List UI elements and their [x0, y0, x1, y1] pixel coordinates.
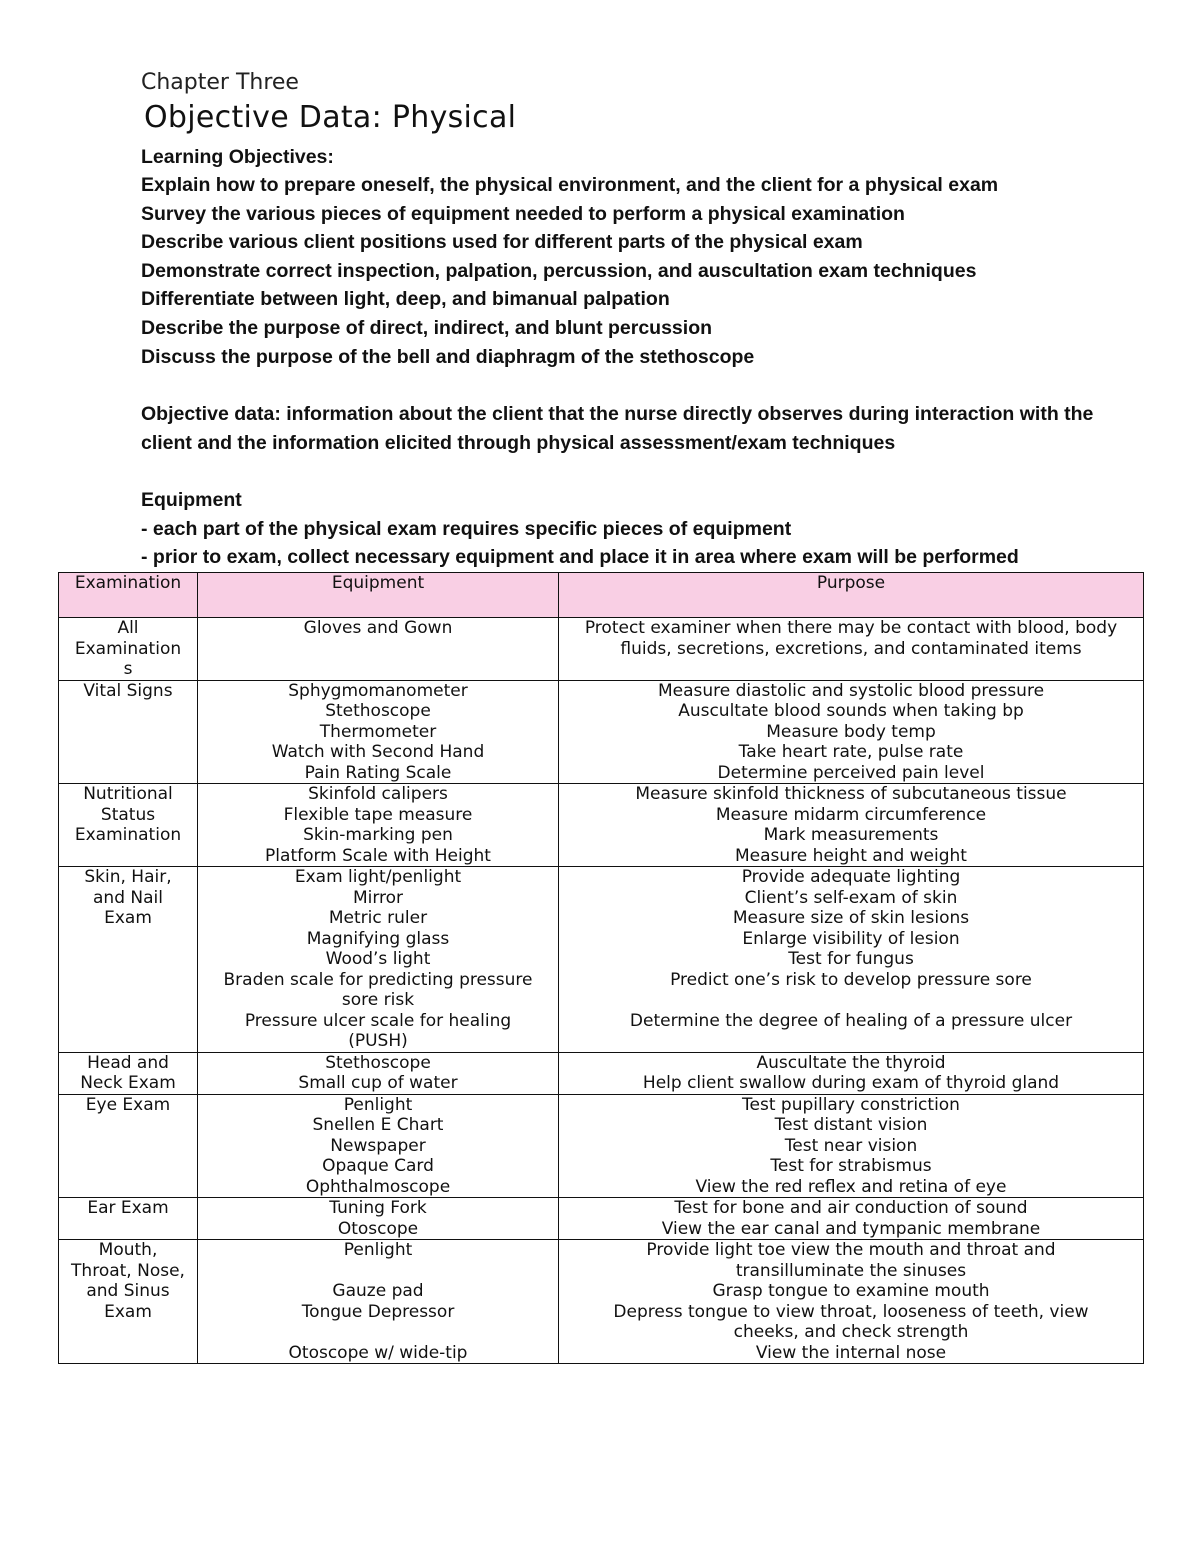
cell-line: Determine perceived pain level: [717, 762, 985, 783]
exam-cell: [59, 1198, 198, 1240]
cell-line: Skin-marking pen: [303, 825, 453, 845]
table-row: [59, 618, 1144, 681]
objective-item: Describe various client positions used for different parts of the physical exam: [141, 231, 863, 254]
exam-cell: [59, 680, 198, 784]
exam-cell: [59, 784, 198, 867]
cell-line: Mark measurements: [763, 825, 939, 845]
purpose-cell: [559, 1094, 1144, 1198]
learning-objectives-heading: Learning Objectives:: [141, 146, 334, 168]
equipment-cell: [198, 1094, 559, 1198]
cell-line: View the red reflex and retina of eye: [695, 1176, 1007, 1197]
cell-line: Metric ruler: [328, 908, 428, 928]
cell-line: Vital Signs: [83, 680, 173, 701]
cell-line: and Nail: [93, 887, 163, 908]
exam-cell: [59, 1094, 198, 1198]
cell-line: Exam: [104, 1301, 152, 1322]
purpose-cell: [559, 867, 1144, 1053]
cell-line: Opaque Card: [322, 1156, 434, 1176]
cell-line: Throat, Nose,: [71, 1260, 185, 1281]
cell-line: Head and: [87, 1052, 169, 1073]
cell-line: Snellen E Chart: [312, 1115, 444, 1135]
cell-line: Predict one’s risk to develop pressure sore: [670, 969, 1032, 990]
cell-line: Neck Exam: [80, 1073, 176, 1093]
cell-line: Status: [100, 804, 156, 825]
header-equipment: Equipment: [198, 573, 559, 618]
cell-line: View the ear canal and tympanic membrane: [661, 1218, 1041, 1239]
cell-line: [563, 990, 1139, 1011]
cell-line: Measure body temp: [766, 721, 936, 742]
header-examination: Examination: [59, 573, 198, 618]
cell-line: Provide adequate lighting: [741, 867, 961, 887]
cell-line: View the internal nose: [755, 1342, 947, 1363]
cell-line: Test pupillary constriction: [742, 1094, 960, 1115]
cell-line: Thermometer: [319, 721, 437, 742]
table-row: [59, 1094, 1144, 1198]
cell-line: Examination: [74, 638, 182, 659]
purpose-cell: [559, 1198, 1144, 1240]
cell-line: Provide light toe view the mouth and throat and: [646, 1240, 1056, 1260]
cell-line: and Sinus: [86, 1281, 170, 1301]
purpose-cell: [559, 618, 1144, 681]
exam-cell: [59, 867, 198, 1053]
equipment-section: [141, 486, 1019, 572]
cell-line: Newspaper: [330, 1135, 426, 1156]
equipment-table: [58, 572, 1144, 1364]
cell-line: Ear Exam: [87, 1198, 169, 1218]
cell-line: Test for fungus: [788, 949, 914, 969]
cell-line: Small cup of water: [298, 1073, 458, 1093]
cell-line: Nutritional: [83, 784, 173, 804]
table-row: [59, 867, 1144, 1053]
cell-line: Measure size of skin lesions: [732, 908, 970, 928]
purpose-cell: [559, 1052, 1144, 1094]
cell-line: Mouth,: [98, 1240, 158, 1260]
cell-line: Platform Scale with Height: [265, 845, 491, 866]
equipment-cell: [198, 1240, 559, 1364]
cell-line: Mirror: [352, 887, 404, 908]
cell-line: Measure skinfold thickness of subcutaneous tissue: [635, 784, 1067, 804]
purpose-cell: [559, 680, 1144, 784]
page-title: Objective Data: Physical: [144, 100, 517, 135]
cell-line: Skinfold calipers: [308, 784, 448, 804]
cell-line: Take heart rate, pulse rate: [738, 742, 964, 762]
cell-line: Penlight: [343, 1240, 413, 1260]
table-body: [59, 618, 1144, 1364]
table-row: [59, 1052, 1144, 1094]
objective-item: Differentiate between light, deep, and bimanual palpation: [141, 288, 670, 311]
table-row: [59, 680, 1144, 784]
cell-line: Flexible tape measure: [283, 804, 473, 825]
cell-line: transilluminate the sinuses: [735, 1260, 967, 1281]
cell-line: Examination: [74, 825, 182, 845]
cell-line: Enlarge visibility of lesion: [742, 928, 960, 949]
cell-line: Measure midarm circumference: [715, 804, 987, 825]
cell-line: All: [117, 618, 139, 638]
cell-line: Braden scale for predicting pressure: [223, 969, 533, 990]
equipment-heading: Equipment: [141, 489, 242, 511]
cell-line: sore risk: [341, 990, 415, 1010]
equipment-cell: [198, 1052, 559, 1094]
objective-item: Describe the purpose of direct, indirect, and blunt percussion: [141, 316, 713, 339]
cell-line: Wood’s light: [325, 949, 431, 969]
cell-line: Pain Rating Scale: [304, 762, 452, 783]
cell-line: (PUSH): [348, 1031, 408, 1051]
cell-line: Magnifying glass: [306, 928, 450, 949]
cell-line: Tuning Fork: [329, 1198, 427, 1218]
equipment-bullet: - prior to exam, collect necessary equipment and place it in area where exam will be performed: [141, 546, 1019, 569]
purpose-cell: [559, 1240, 1144, 1364]
objective-item: Explain how to prepare oneself, the physical environment, and the client for a physical exam: [141, 174, 999, 196]
objective-data-term: Objective data: [141, 403, 275, 425]
cell-line: Determine the degree of healing of a pressure ulcer: [629, 1010, 1073, 1031]
cell-line: fluids, secretions, excretions, and contaminated items: [620, 638, 1082, 659]
cell-line: Watch with Second Hand: [271, 742, 485, 762]
cell-line: Depress tongue to view throat, looseness of teeth, view: [613, 1301, 1089, 1322]
table-row: [59, 1240, 1144, 1364]
cell-line: Help client swallow during exam of thyroid gland: [642, 1073, 1060, 1093]
cell-line: Measure height and weight: [735, 845, 967, 866]
cell-line: Eye Exam: [85, 1094, 171, 1115]
exam-cell: [59, 618, 198, 681]
equipment-cell: [198, 784, 559, 867]
equipment-cell: [198, 867, 559, 1053]
cell-line: cheeks, and check strength: [733, 1322, 969, 1342]
exam-cell: [59, 1240, 198, 1364]
objective-item: Survey the various pieces of equipment needed to perform a physical examination: [141, 202, 905, 225]
objective-data-definition: : information about the client that the nurse directly observes during interaction with the client and the information elicited through physical assessment/exam techniques: [141, 403, 1094, 454]
cell-line: Exam: [104, 908, 152, 928]
learning-objectives-list: [141, 171, 998, 371]
cell-line: s: [123, 659, 133, 679]
cell-line: Ophthalmoscope: [305, 1176, 451, 1197]
cell-line: Measure diastolic and systolic blood pressure: [657, 680, 1045, 701]
cell-line: Otoscope: [337, 1218, 419, 1239]
cell-line: Grasp tongue to examine mouth: [712, 1281, 990, 1301]
cell-line: Tongue Depressor: [301, 1301, 455, 1322]
cell-line: [202, 1322, 554, 1343]
objective-data-paragraph: [141, 400, 1101, 457]
cell-line: [202, 1261, 554, 1282]
cell-line: Otoscope w/ wide-tip: [288, 1342, 468, 1363]
cell-line: Skin, Hair,: [84, 867, 172, 887]
cell-line: Client’s self-exam of skin: [744, 887, 958, 908]
cell-line: Exam light/penlight: [294, 867, 462, 887]
cell-line: Gloves and Gown: [303, 618, 453, 638]
cell-line: Pressure ulcer scale for healing: [244, 1010, 512, 1031]
chapter-label: Chapter Three: [141, 70, 299, 95]
objective-item: Discuss the purpose of the bell and diaphragm of the stethoscope: [141, 345, 755, 368]
equipment-cell: [198, 680, 559, 784]
cell-line: Test distant vision: [774, 1115, 928, 1135]
cell-line: Test for bone and air conduction of sound: [674, 1198, 1028, 1218]
equipment-cell: [198, 618, 559, 681]
cell-line: Auscultate the thyroid: [756, 1052, 946, 1073]
cell-line: Test near vision: [784, 1135, 918, 1156]
table-header-row: [59, 573, 1144, 618]
header-purpose: Purpose: [559, 573, 1144, 618]
equipment-cell: [198, 1198, 559, 1240]
exam-cell: [59, 1052, 198, 1094]
purpose-cell: [559, 784, 1144, 867]
cell-line: Stethoscope: [325, 1052, 431, 1073]
cell-line: Protect examiner when there may be contact with blood, body: [584, 618, 1118, 638]
cell-line: Sphygmomanometer: [288, 680, 468, 701]
cell-line: Stethoscope: [325, 701, 431, 721]
objective-item: Demonstrate correct inspection, palpation, percussion, and auscultation exam techniques: [141, 259, 977, 282]
equipment-bullet: - each part of the physical exam requires specific pieces of equipment: [141, 517, 792, 540]
cell-line: Test for strabismus: [770, 1156, 932, 1176]
cell-line: Auscultate blood sounds when taking bp: [678, 701, 1024, 721]
cell-line: Penlight: [343, 1094, 413, 1115]
table-row: [59, 1198, 1144, 1240]
cell-line: Gauze pad: [332, 1281, 424, 1301]
table-row: [59, 784, 1144, 867]
